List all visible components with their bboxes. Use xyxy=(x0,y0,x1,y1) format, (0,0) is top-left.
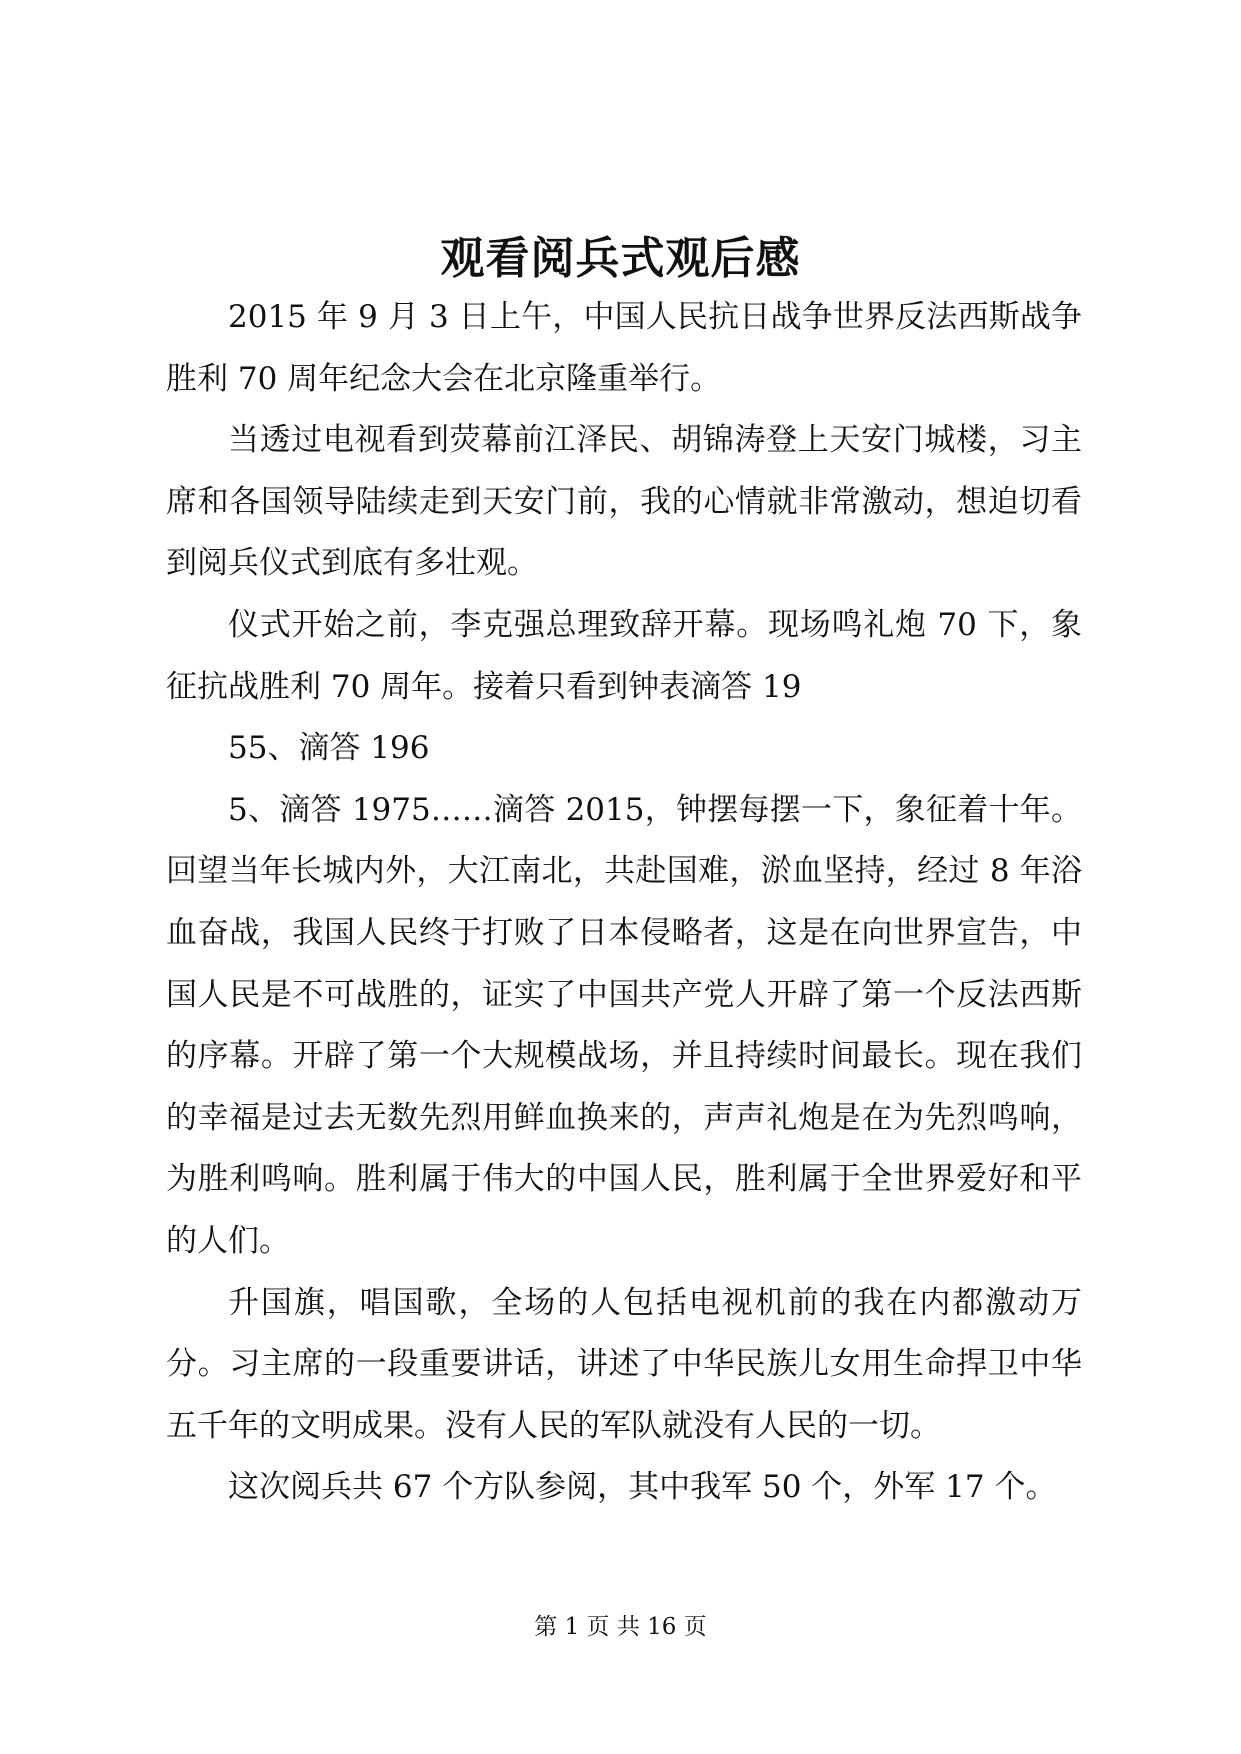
paragraph-2: 当透过电视看到荧幕前江泽民、胡锦涛登上天安门城楼，习主席和各国领导陆续走到天安门前，我的心情就非常激动，想迫切看到阅兵仪式到底有多壮观。 xyxy=(166,422,1082,582)
paragraph-4: 55、滴答 196 xyxy=(228,730,430,767)
paragraph-3: 仪式开始之前，李克强总理致辞开幕。现场鸣礼炮 70 下，象征抗战胜利 70 周年。接着只看到钟表滴答 19 xyxy=(166,606,1082,705)
paragraph-7: 这次阅兵共 67 个方队参阅，其中我军 50 个，外军 17 个。 xyxy=(228,1469,1057,1506)
document-title: 观看阅兵式观后感 xyxy=(440,233,801,284)
paragraph-5: 5、滴答 1975……滴答 2015，钟摆每摆一下，象征着十年。回望当年长城内外，大江南北，共赴国难，淤血坚持，经过 8 年浴血奋战，我国人民终于打败了日本侵略者，这是在向世界宣告，中国人民是不可战胜的，证实了中国共产党人开辟了第一个反法西斯的序幕。开辟了第一个大规模战场，并且持续时间最长。现在我们的幸福是过去无数先烈用鲜血换来的，声声礼炮是在为先烈鸣响，为胜利鸣响。胜利属于伟大的中国人民，胜利属于全世界爱好和平的人们。 xyxy=(166,791,1082,1259)
document-body xyxy=(166,287,1082,1519)
paragraph-6: 升国旗，唱国歌，全场的人包括电视机前的我在内都激动万分。习主席的一段重要讲话，讲述了中华民族儿女用生命捍卫中华五千年的文明成果。没有人民的军队就没有人民的一切。 xyxy=(166,1284,1082,1444)
paragraph-1: 2015 年 9 月 3 日上午，中国人民抗日战争世界反法西斯战争胜利 70 周年纪念大会在北京隆重举行。 xyxy=(166,299,1082,397)
page-footer: 第 1 页 共 16 页 xyxy=(534,1614,707,1640)
